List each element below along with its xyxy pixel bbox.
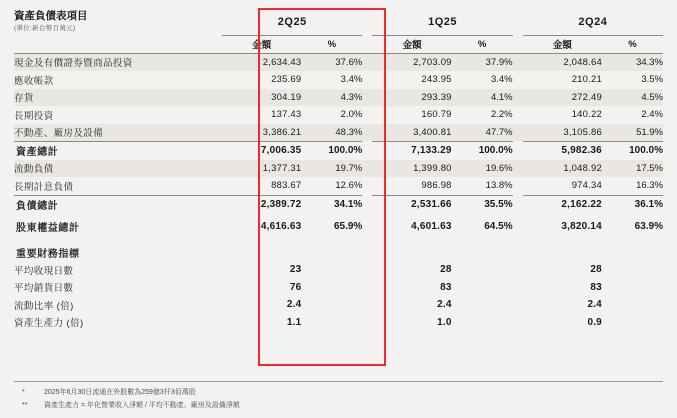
subheader-percent-2q25: % [301, 35, 362, 53]
row-percent: 35.5% [484, 198, 513, 210]
row-amount: 2,048.64 [523, 53, 602, 71]
row-percent: 19.7% [301, 160, 362, 178]
table-row [14, 177, 663, 195]
row-value: 2.4 [286, 299, 302, 311]
row-percent: 3.5% [641, 74, 663, 86]
footnotes [22, 386, 642, 412]
row-amount: 2,162.22 [561, 198, 602, 210]
row-label: 長期投資 [14, 110, 54, 122]
row-value: 2.4 [437, 299, 452, 311]
row-amount: 883.67 [271, 180, 302, 192]
row-percent: 37.9% [452, 53, 513, 71]
row-amount: 3,105.86 [523, 124, 602, 142]
footnote-text: 資產生產力 = 年化營業收入淨額 / 平均不動產、廠房及設備淨額 [44, 402, 240, 409]
footnote-item [22, 386, 642, 399]
row-percent: 12.6% [335, 180, 363, 192]
table-row-metric [14, 279, 663, 297]
row-percent: 3.4% [490, 74, 513, 86]
table-row [14, 71, 663, 89]
row-percent: 47.7% [452, 124, 513, 142]
table-row-total-liabilities [14, 196, 663, 214]
row-label: 平均收現日數 [14, 265, 74, 277]
row-label: 應收帳款 [14, 75, 54, 87]
subheader-amount-1q25: 金額 [372, 35, 451, 53]
row-amount: 7,006.35 [260, 145, 302, 157]
row-amount: 304.19 [222, 89, 301, 107]
row-amount: 3,386.21 [222, 124, 301, 142]
footnote-mark: * [22, 389, 25, 396]
row-label: 長期計息負債 [14, 181, 74, 193]
table-title-note: (單位:新台幣百萬元) [14, 25, 76, 32]
table-row [14, 124, 663, 142]
row-percent: 100.0% [328, 145, 363, 157]
row-percent: 17.5% [602, 160, 663, 178]
footnote-text: 2025年6月30日流通在外股數為259億3仟3佰萬股 [44, 389, 196, 396]
row-percent: 48.3% [301, 124, 362, 142]
row-percent: 63.9% [634, 221, 663, 233]
table-row-total-equity [14, 218, 663, 236]
row-amount: 1,399.80 [372, 160, 451, 178]
row-amount: 2,389.72 [260, 198, 302, 210]
table-row [14, 106, 663, 124]
row-amount: 243.95 [421, 74, 452, 86]
row-amount: 3,400.81 [372, 124, 451, 142]
row-label: 股東權益總計 [16, 223, 80, 235]
table-row-metric [14, 296, 663, 314]
row-percent: 16.3% [636, 180, 663, 192]
subheader-percent-2q24: % [602, 35, 663, 53]
row-percent: 37.6% [301, 53, 362, 71]
row-percent: 4.1% [452, 89, 513, 107]
table-row [14, 53, 663, 71]
row-value: 2.4 [587, 299, 602, 311]
row-percent: 19.6% [452, 160, 513, 178]
row-percent: 64.5% [484, 221, 513, 233]
table-row [14, 89, 663, 107]
row-value: 1.1 [286, 316, 302, 328]
row-percent: 3.4% [340, 74, 363, 86]
row-amount: 1,048.92 [523, 160, 602, 178]
table-row [14, 160, 663, 178]
row-amount: 4,616.63 [260, 221, 302, 233]
row-amount: 3,820.14 [561, 221, 602, 233]
subheader-amount-2q24: 金額 [523, 35, 602, 53]
table-row-total-assets [14, 142, 663, 160]
row-amount: 4,601.63 [411, 221, 452, 233]
row-percent: 34.1% [333, 198, 363, 210]
row-label: 負債總計 [16, 200, 59, 212]
row-amount: 1,377.31 [222, 160, 301, 178]
row-value: 83 [590, 281, 602, 293]
row-percent: 65.9% [333, 221, 363, 233]
row-percent: 51.9% [602, 124, 663, 142]
row-label: 流動負債 [14, 160, 222, 178]
row-value: 83 [440, 281, 452, 293]
row-value: 23 [289, 264, 302, 276]
row-amount: 293.39 [372, 89, 451, 107]
row-value: 76 [289, 281, 302, 293]
section-title: 重要財務指標 [16, 248, 80, 260]
table-row-metric [14, 314, 663, 332]
financial-table [14, 10, 663, 331]
row-amount: 974.34 [571, 180, 602, 192]
footnote-mark: ** [22, 402, 28, 409]
row-amount: 137.43 [271, 109, 302, 121]
row-amount: 210.21 [571, 74, 602, 86]
row-percent: 13.8% [485, 180, 513, 192]
period-2q24: 2Q24 [523, 10, 663, 35]
subheader-amount-2q25: 金額 [222, 35, 301, 53]
row-amount: 2,531.66 [411, 198, 452, 210]
row-percent: 100.0% [478, 145, 513, 157]
row-percent: 4.3% [301, 89, 362, 107]
row-amount: 986.98 [421, 180, 452, 192]
row-label: 存貨 [14, 89, 222, 107]
subheader-percent-1q25: % [452, 35, 513, 53]
row-label: 不動產、廠房及設備 [14, 124, 222, 142]
section-key-metrics-header [14, 244, 663, 262]
row-percent: 2.4% [641, 109, 663, 121]
row-amount: 160.79 [421, 109, 452, 121]
row-label: 流動比率 (倍) [14, 300, 74, 312]
row-percent: 34.3% [602, 53, 663, 71]
row-percent: 4.5% [602, 89, 663, 107]
row-percent: 2.2% [490, 109, 513, 121]
row-value: 28 [590, 264, 602, 276]
row-amount: 5,982.36 [561, 145, 602, 157]
row-amount: 7,133.29 [411, 145, 452, 157]
table-row-metric [14, 261, 663, 279]
period-2q25: 2Q25 [222, 10, 362, 35]
row-label: 平均銷貨日數 [14, 283, 74, 295]
row-value: 1.0 [437, 316, 452, 328]
row-percent: 36.1% [634, 198, 663, 210]
table-title [14, 10, 222, 35]
table-title-text: 資產負債表項目 [14, 10, 88, 22]
row-percent: 2.0% [340, 109, 363, 121]
row-label: 資產總計 [16, 147, 59, 159]
row-percent: 100.0% [629, 145, 663, 157]
footnote-divider [14, 381, 663, 382]
row-amount: 235.69 [271, 74, 302, 86]
row-amount: 140.22 [571, 109, 602, 121]
row-value: 0.9 [587, 316, 602, 328]
row-amount: 272.49 [523, 89, 602, 107]
footnote-item [22, 399, 642, 412]
period-1q25: 1Q25 [372, 10, 512, 35]
row-value: 28 [440, 264, 452, 276]
row-label: 現金及有價證券暨商品投資 [14, 53, 222, 71]
subheader-row [14, 35, 663, 53]
row-label: 資產生產力 (倍) [14, 318, 84, 330]
row-amount: 2,703.09 [372, 53, 451, 71]
period-header-row [14, 10, 663, 35]
row-amount: 2,634.43 [222, 53, 301, 71]
